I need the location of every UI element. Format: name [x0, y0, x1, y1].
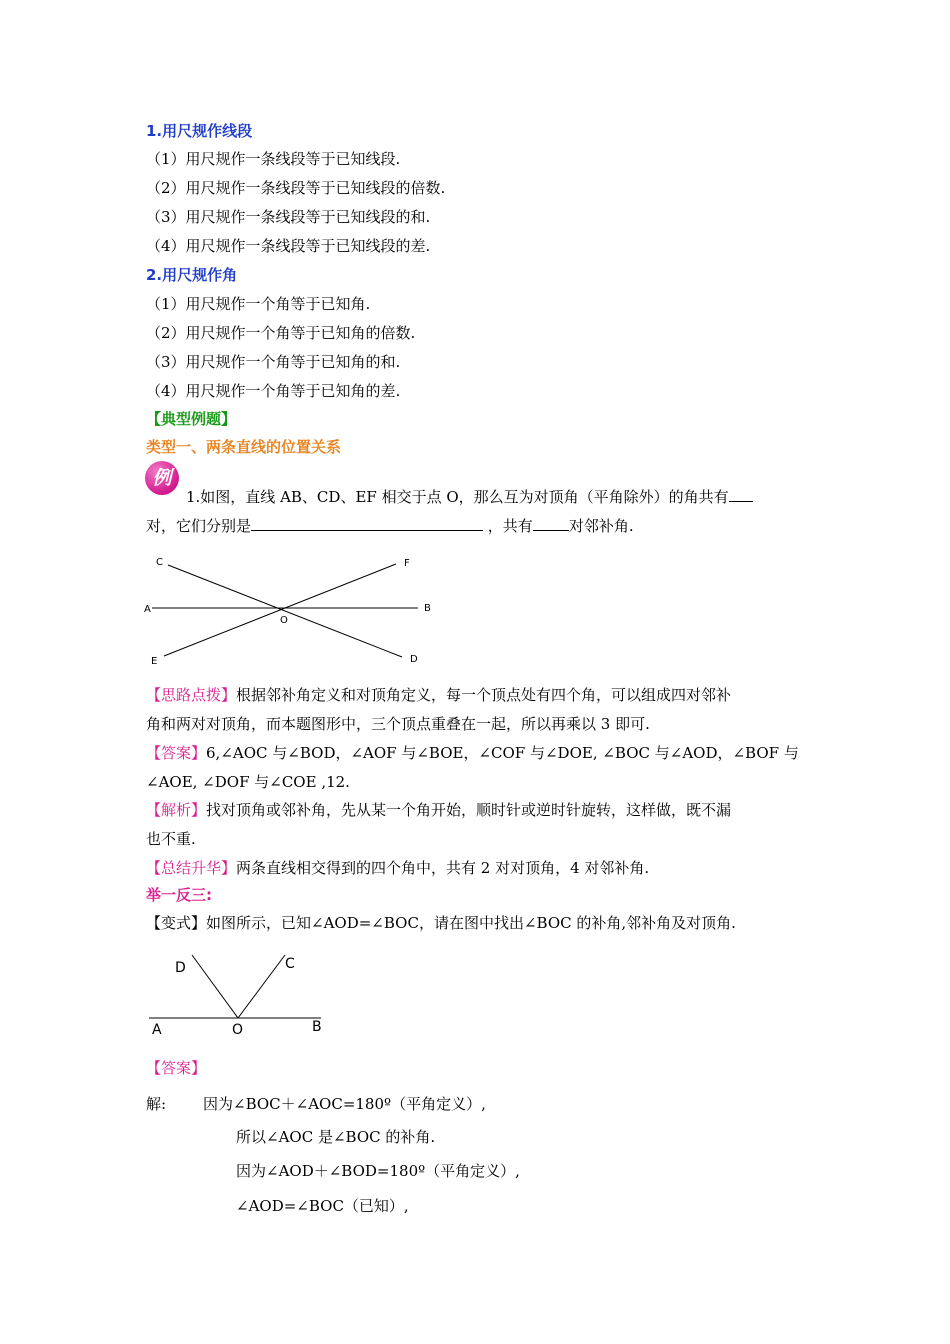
analysis-tag: 【解析】 [146, 801, 207, 819]
variant-line [146, 913, 736, 933]
variant-tag: 【变式】 [146, 914, 207, 932]
practice-heading: 举一反三: [146, 886, 212, 904]
line-ef [164, 564, 396, 656]
figure-2-angles [145, 948, 335, 1040]
answer-blank[interactable] [533, 515, 569, 531]
label-e: E [151, 656, 158, 667]
type-1-heading: 类型一、两条直线的位置关系 [146, 438, 342, 456]
hint-line-1 [146, 685, 731, 705]
label-o: O [232, 1022, 244, 1038]
section-1-item: （4）用尺规作一条线段等于已知线段的差. [146, 237, 431, 255]
answer-text: 6,∠AOC 与∠BOD，∠AOF 与∠BOE，∠COF 与∠DOE, ∠BOC 与∠AOD，∠BOF 与 [206, 744, 799, 762]
section-2-item: （3）用尺规作一个角等于已知角的和. [146, 353, 401, 371]
label-d: D [410, 654, 418, 665]
label-b: B [312, 1019, 322, 1035]
answer-blank[interactable] [729, 486, 753, 502]
question-1-text: 1.如图，直线 AB、CD、EF 相交于点 O，那么互为对顶角（平角除外）的角共有 [186, 488, 729, 506]
summary-tag: 【总结升华】 [146, 859, 237, 877]
solution-prefix: 解: [146, 1095, 167, 1113]
hint-text: 根据邻补角定义和对顶角定义，每一个顶点处有四个角，可以组成四对邻补 [236, 686, 732, 704]
label-o: O [280, 615, 288, 626]
label-a: A [152, 1022, 162, 1038]
examples-heading: 【典型例题】 [146, 410, 237, 428]
label-a: A [144, 604, 151, 615]
section-1-item: （1）用尺规作一条线段等于已知线段. [146, 150, 401, 168]
question-1-text: 对邻补角. [568, 517, 634, 535]
summary-text: 两条直线相交得到的四个角中，共有 2 对对顶角，4 对邻补角. [236, 859, 650, 877]
answer-tag: 【答案】 [146, 744, 207, 762]
solution-line-3: 因为∠AOD＋∠BOD=180º（平角定义）, [236, 1162, 520, 1180]
question-1-line-1 [186, 486, 753, 507]
label-d: D [175, 960, 186, 976]
section-2-item: （1）用尺规作一个角等于已知角. [146, 295, 371, 313]
question-1-text: 对，它们分别是 [146, 517, 252, 535]
ray-oc [238, 955, 285, 1018]
answer-1-line-1 [146, 743, 799, 763]
variant-text: 如图所示，已知∠AOD=∠BOC，请在图中找出∠BOC 的补角,邻补角及对顶角. [206, 914, 736, 932]
answer-1-line-2: ∠AOE, ∠DOF 与∠COE ,12. [146, 773, 350, 791]
section-1-item: （2）用尺规作一条线段等于已知线段的倍数. [146, 179, 446, 197]
analysis-text: 找对顶角或邻补角，先从某一个角开始，顺时针或逆时针旋转，这样做，既不漏 [206, 801, 732, 819]
hint-line-2: 角和两对对顶角，而本题图形中，三个顶点重叠在一起，所以再乘以 3 即可. [146, 715, 650, 733]
label-b: B [424, 603, 431, 614]
label-c: C [156, 557, 163, 568]
section-1-title: 1.用尺规作线段 [146, 122, 253, 140]
solution-line-1: 因为∠BOC＋∠AOC=180º（平角定义）, [203, 1095, 486, 1113]
analysis-line-1 [146, 800, 731, 820]
ray-od [192, 955, 238, 1018]
question-1-text: ，共有 [487, 517, 533, 535]
answer-blank[interactable] [251, 515, 483, 531]
label-c: C [285, 956, 295, 972]
summary-line [146, 858, 649, 878]
solution-line-2: 所以∠AOC 是∠BOC 的补角. [236, 1128, 436, 1146]
label-f: F [404, 558, 410, 569]
question-1-line-2 [146, 515, 634, 536]
hint-tag: 【思路点拨】 [146, 686, 237, 704]
figure-1-intersecting-lines [144, 548, 434, 670]
analysis-line-2: 也不重. [146, 830, 196, 848]
answer-2-tag: 【答案】 [146, 1059, 207, 1077]
example-badge-icon [145, 461, 179, 495]
section-2-item: （2）用尺规作一个角等于已知角的倍数. [146, 324, 416, 342]
section-2-title: 2.用尺规作角 [146, 266, 238, 284]
line-cd [168, 565, 402, 657]
example-badge-label: 例 [152, 467, 172, 489]
solution-line-4: ∠AOD=∠BOC（已知）, [236, 1197, 409, 1215]
section-1-item: （3）用尺规作一条线段等于已知线段的和. [146, 208, 431, 226]
section-2-item: （4）用尺规作一个角等于已知角的差. [146, 382, 401, 400]
